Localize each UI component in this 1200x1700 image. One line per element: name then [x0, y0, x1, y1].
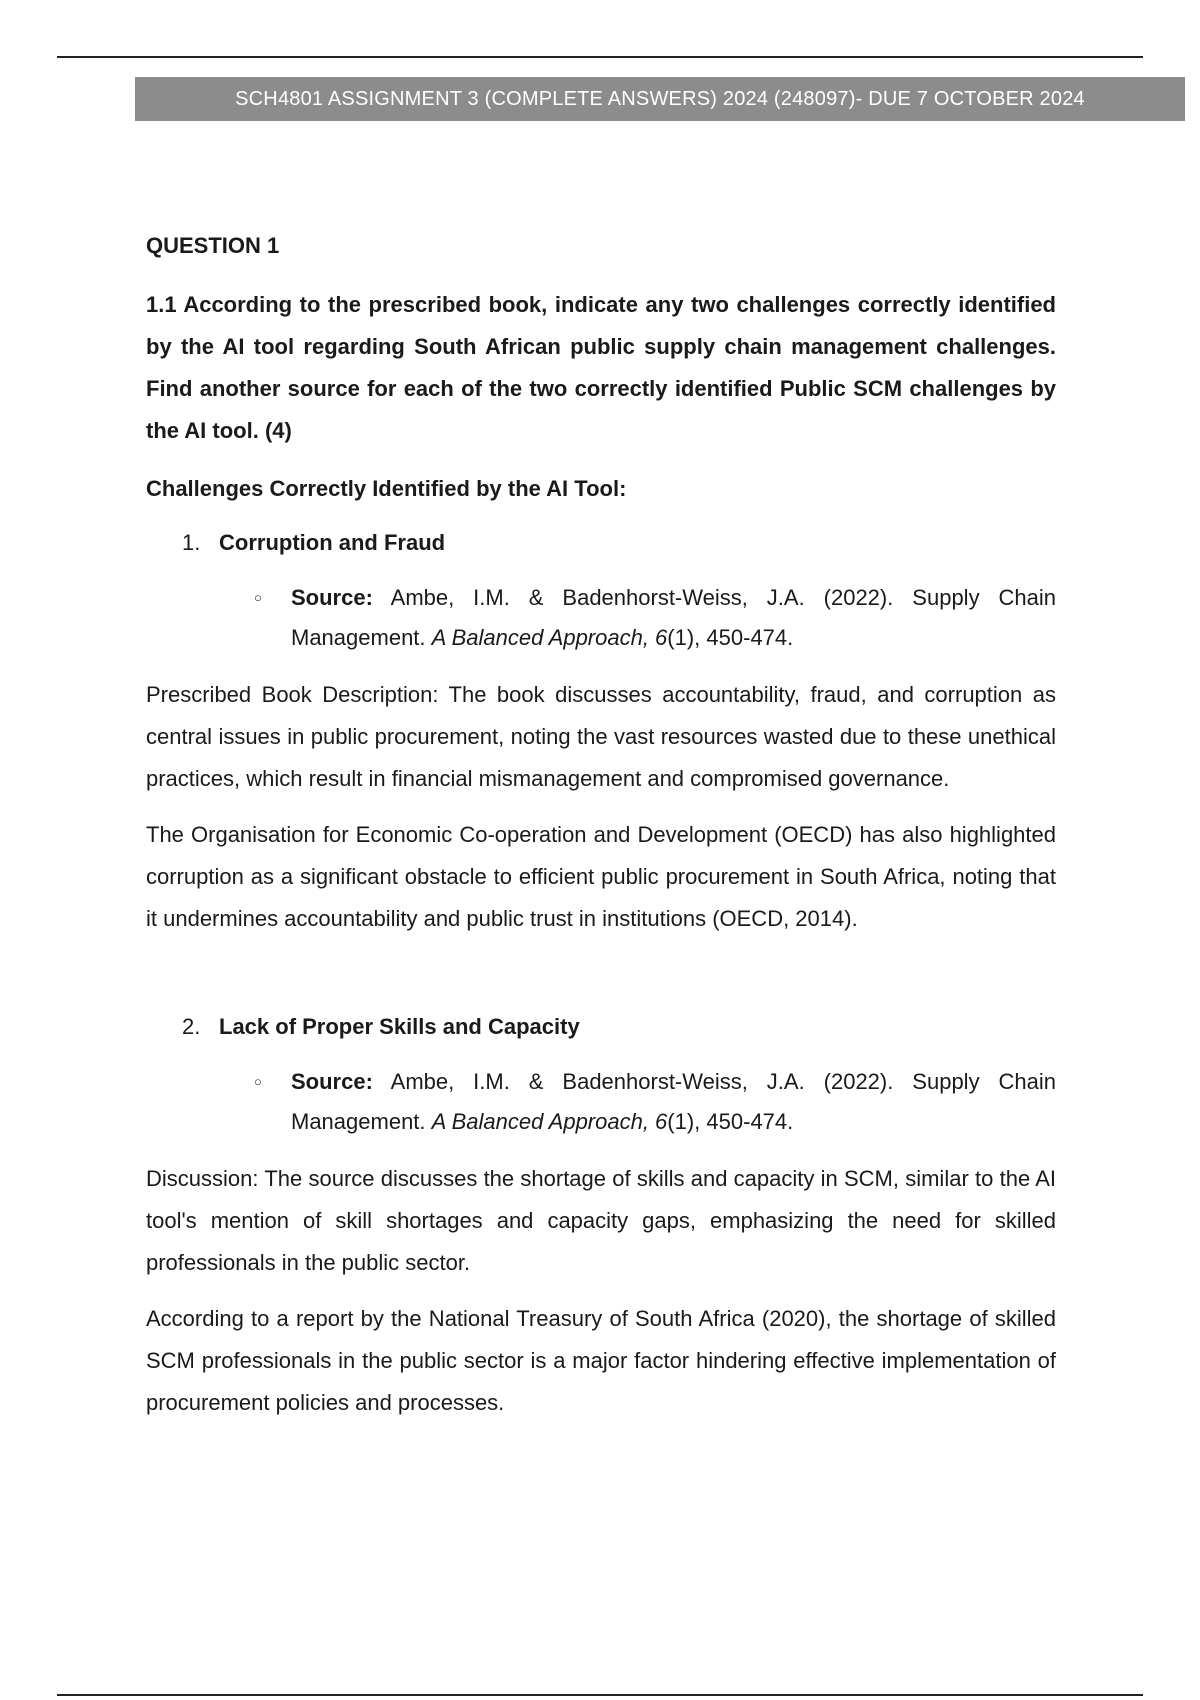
challenge-number: 1. [182, 530, 201, 555]
challenge-source [146, 578, 1056, 658]
challenge-item [146, 1006, 1056, 1048]
section-title: Challenges Correctly Identified by the AI Tool: [146, 476, 627, 501]
challenge-item [146, 522, 1056, 564]
bottom-rule [57, 1694, 1143, 1696]
paragraph: According to a report by the National Treasury of South Africa (2020), the shortage of skilled SCM professionals in the public sector is a major factor hindering effective implementation of procurement policies and processes. [146, 1306, 1056, 1415]
source-tail: (1), 450-474. [667, 625, 794, 650]
document-header-banner: SCH4801 ASSIGNMENT 3 (COMPLETE ANSWERS) 2024 (248097)- DUE 7 OCTOBER 2024 [135, 77, 1185, 121]
source-text: Ambe, I.M. & Badenhorst-Weiss, J.A. (2022). Supply Chain Management. [291, 585, 1056, 650]
spacer [146, 954, 1056, 1006]
challenge-title: Corruption and Fraud [219, 530, 446, 555]
bullet-icon: ○ [254, 1074, 262, 1089]
bullet-icon: ○ [254, 590, 262, 605]
source-tail: (1), 450-474. [667, 1109, 794, 1134]
paragraph: The Organisation for Economic Co-operation and Development (OECD) has also highlighted corruption as a significant obstacle to efficient public procurement in South Africa, noting that it undermines accountability and public trust in institutions (OECD, 2014). [146, 822, 1056, 931]
source-italic: A Balanced Approach, 6 [431, 1109, 668, 1134]
source-label: Source: [291, 585, 373, 610]
source-text: Ambe, I.M. & Badenhorst-Weiss, J.A. (2022). Supply Chain Management. [291, 1069, 1056, 1134]
source-italic: A Balanced Approach, 6 [431, 625, 668, 650]
paragraph: Prescribed Book Description: The book discusses accountability, fraud, and corruption as central issues in public procurement, noting the vast resources wasted due to these unethical practices, which result in financial mismanagement and compromised governance. [146, 682, 1056, 791]
question-title: QUESTION 1 [146, 233, 280, 258]
document-body [146, 228, 1056, 1438]
source-label: Source: [291, 1069, 373, 1094]
paragraph: Discussion: The source discusses the shortage of skills and capacity in SCM, similar to the AI tool's mention of skill shortages and capacity gaps, emphasizing the need for skilled professionals in the public sector. [146, 1166, 1056, 1275]
challenge-number: 2. [182, 1014, 201, 1039]
question-text: 1.1 According to the prescribed book, indicate any two challenges correctly identified by the AI tool regarding South African public supply chain management challenges. Find another source for each of the two correctly identified Public SCM challenges by the AI tool. (4) [146, 292, 1056, 443]
challenge-source [146, 1062, 1056, 1142]
top-rule [57, 56, 1143, 58]
challenge-title: Lack of Proper Skills and Capacity [219, 1014, 580, 1039]
